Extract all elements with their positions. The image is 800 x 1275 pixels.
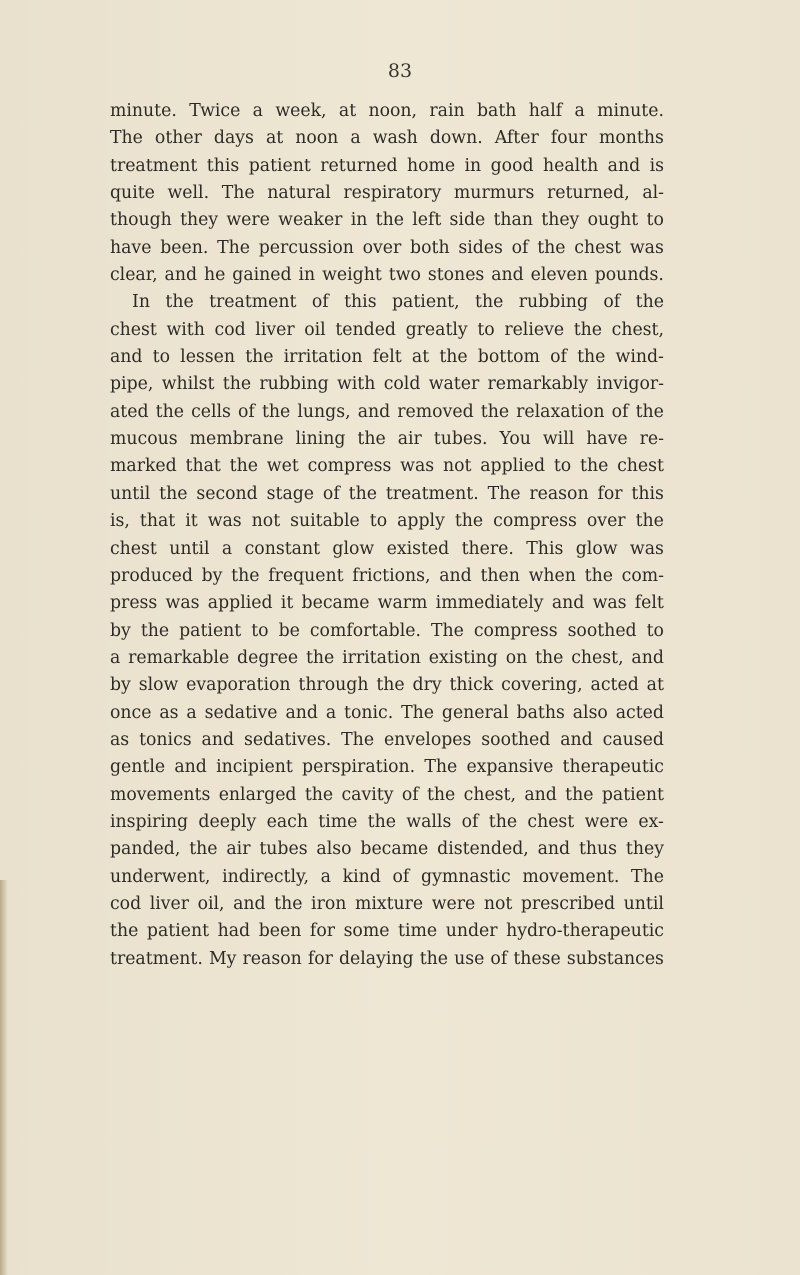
text-line: by the patient to be comfortable. The compress soothed to	[110, 620, 664, 641]
text-line: by slow evaporation through the dry thick covering, acted at	[110, 675, 664, 696]
text-line: panded, the air tubes also became distended, and thus they	[110, 839, 664, 860]
text-line: cod liver oil, and the iron mixture were not prescribed until	[110, 893, 664, 914]
text-line: underwent, indirectly, a kind of gymnastic movement. The	[110, 866, 664, 887]
page-number: 83	[387, 60, 413, 82]
text-line: movements enlarged the cavity of the chest, and the patient	[110, 784, 664, 805]
text-line: minute. Twice a week, at noon, rain bath half a minute.	[110, 101, 664, 121]
text-line: treatment. My reason for delaying the use of these substances	[110, 948, 664, 969]
text-line: inspiring deeply each time the walls of the chest were ex-	[110, 811, 664, 832]
text-line: press was applied it became warm immediately and was felt	[110, 593, 664, 614]
text-line: and to lessen the irritation felt at the bottom of the wind-	[110, 347, 664, 368]
text-line: ated the cells of the lungs, and removed the relaxation of the	[110, 401, 664, 422]
text-line: gentle and incipient perspiration. The expansive therapeutic	[110, 757, 664, 778]
text-line: have been. The percussion over both sides of the chest was	[110, 237, 664, 258]
page-edge-shadow	[0, 880, 8, 1275]
text-line: chest with cod liver oil tended greatly to relieve the chest,	[110, 319, 664, 340]
text-line: a remarkable degree the irritation existing on the chest, and	[110, 647, 664, 668]
text-line: though they were weaker in the left side than they ought to	[110, 210, 664, 231]
text-line: marked that the wet compress was not applied to the chest	[110, 456, 664, 477]
text-line: once as a sedative and a tonic. The general baths also acted	[110, 702, 664, 723]
text-line: quite well. The natural respiratory murmurs returned, al-	[110, 183, 664, 204]
text-line: until the second stage of the treatment. The reason for this	[110, 483, 664, 504]
body-text	[110, 98, 664, 973]
text-line: The other days at noon a wash down. After four months	[110, 128, 664, 149]
text-line: In the treatment of this patient, the rubbing of the	[132, 292, 664, 313]
text-line: mucous membrane lining the air tubes. You will have re-	[110, 429, 664, 450]
text-line: chest until a constant glow existed there. This glow was	[110, 538, 664, 559]
text-line: pipe, whilst the rubbing with cold water remarkably invigor-	[110, 374, 664, 395]
text-line: the patient had been for some time under hydro-therapeutic	[110, 921, 664, 942]
text-line: is, that it was not suitable to apply the compress over the	[110, 511, 664, 532]
text-line: treatment this patient returned home in good health and is	[110, 155, 664, 176]
text-line: as tonics and sedatives. The envelopes soothed and caused	[110, 729, 664, 750]
text-line: produced by the frequent frictions, and then when the com-	[110, 565, 664, 586]
text-line: clear, and he gained in weight two stones and eleven pounds.	[110, 265, 664, 286]
